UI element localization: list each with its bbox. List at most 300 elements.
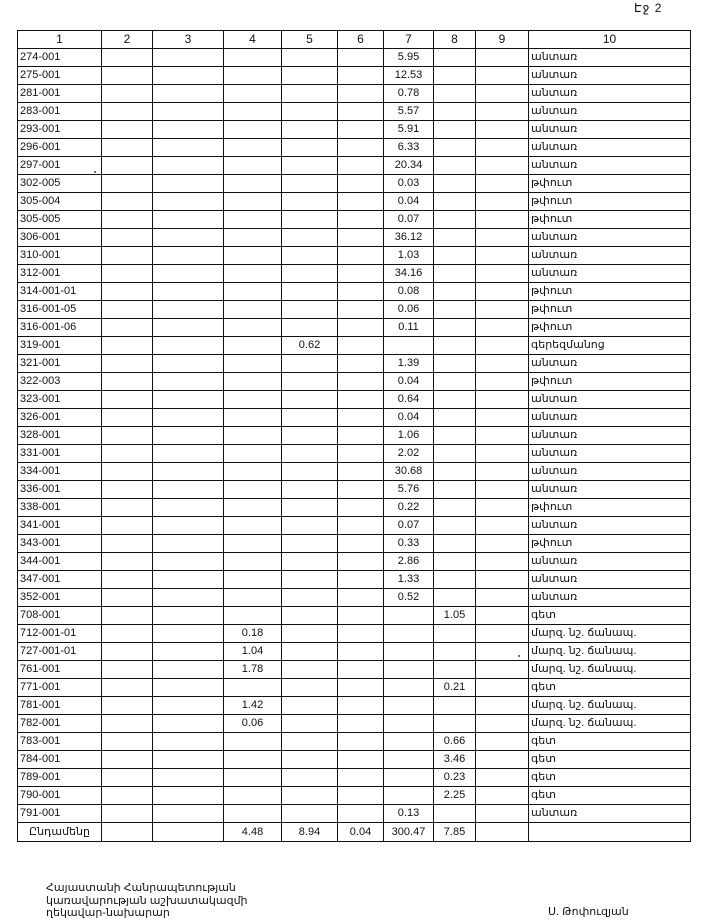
area-cell: [338, 211, 384, 229]
area-cell: [476, 337, 529, 355]
area-cell: [338, 49, 384, 67]
area-cell: [282, 733, 338, 751]
area-cell: [224, 751, 282, 769]
area-cell: [153, 103, 224, 121]
area-cell: [224, 787, 282, 805]
area-cell: [338, 589, 384, 607]
area-cell: [476, 391, 529, 409]
area-cell: [338, 445, 384, 463]
table-row: [18, 535, 691, 553]
column-header: 3: [153, 31, 224, 49]
land-type-cell: թփուտ: [529, 211, 691, 229]
area-cell: [434, 211, 476, 229]
scan-speck: [518, 655, 520, 657]
area-cell: [282, 157, 338, 175]
area-cell: [102, 409, 153, 427]
area-cell: [102, 607, 153, 625]
area-cell: [282, 697, 338, 715]
area-cell: [384, 607, 434, 625]
area-cell: [282, 445, 338, 463]
area-cell: [476, 589, 529, 607]
area-cell: [434, 697, 476, 715]
area-cell: [434, 661, 476, 679]
area-cell: [224, 517, 282, 535]
area-cell: [476, 355, 529, 373]
area-cell: [476, 607, 529, 625]
area-cell: [102, 553, 153, 571]
land-type-cell: անտառ: [529, 391, 691, 409]
land-type-cell: անտառ: [529, 49, 691, 67]
area-cell: [102, 733, 153, 751]
area-cell: [153, 625, 224, 643]
area-cell: [476, 121, 529, 139]
area-cell: [282, 319, 338, 337]
area-cell: [153, 517, 224, 535]
parcel-code-cell: 316-001-05: [18, 301, 102, 319]
area-cell: [224, 211, 282, 229]
parcel-code-cell: 712-001-01: [18, 625, 102, 643]
area-cell: [224, 607, 282, 625]
area-cell: [338, 229, 384, 247]
area-cell: [338, 679, 384, 697]
table-row: [18, 247, 691, 265]
table-row: [18, 175, 691, 193]
parcel-code-cell: 343-001: [18, 535, 102, 553]
signatory-position: [46, 882, 248, 920]
table-row: [18, 409, 691, 427]
table-row: [18, 301, 691, 319]
area-cell: [282, 175, 338, 193]
parcel-code-cell: 790-001: [18, 787, 102, 805]
total-row: [18, 823, 691, 842]
land-type-cell: մարզ. նշ. ճանապ.: [529, 643, 691, 661]
area-cell: [282, 481, 338, 499]
land-type-cell: անտառ: [529, 157, 691, 175]
area-cell: [384, 787, 434, 805]
area-cell: [102, 445, 153, 463]
land-type-cell: անտառ: [529, 409, 691, 427]
area-cell: [224, 103, 282, 121]
area-cell: [476, 769, 529, 787]
area-cell: [338, 481, 384, 499]
area-cell: [434, 445, 476, 463]
land-type-cell: անտառ: [529, 445, 691, 463]
area-cell: [476, 535, 529, 553]
area-cell: [476, 157, 529, 175]
area-cell: [224, 769, 282, 787]
area-cell: [282, 661, 338, 679]
area-cell: [153, 265, 224, 283]
parcel-code-cell: 274-001: [18, 49, 102, 67]
area-cell: [476, 445, 529, 463]
area-cell: [434, 409, 476, 427]
area-cell: 0.64: [384, 391, 434, 409]
table-row: [18, 373, 691, 391]
area-cell: [338, 157, 384, 175]
land-type-cell: թփուտ: [529, 283, 691, 301]
area-cell: 0.62: [282, 337, 338, 355]
table-row: [18, 481, 691, 499]
area-cell: [153, 427, 224, 445]
area-cell: [338, 409, 384, 427]
area-cell: [434, 175, 476, 193]
area-cell: [102, 481, 153, 499]
table-row: [18, 697, 691, 715]
area-cell: [338, 769, 384, 787]
area-cell: [338, 607, 384, 625]
area-cell: [224, 139, 282, 157]
area-cell: 2.86: [384, 553, 434, 571]
area-cell: 6.33: [384, 139, 434, 157]
area-cell: [476, 49, 529, 67]
area-cell: [282, 643, 338, 661]
area-cell: [282, 229, 338, 247]
area-cell: 0.18: [224, 625, 282, 643]
area-cell: [282, 535, 338, 553]
area-cell: [153, 337, 224, 355]
land-register-table: [17, 30, 691, 842]
parcel-code-cell: 781-001: [18, 697, 102, 715]
area-cell: [338, 103, 384, 121]
column-header: 5: [282, 31, 338, 49]
table-header-row: [18, 31, 691, 49]
area-cell: [282, 193, 338, 211]
area-cell: [102, 67, 153, 85]
area-cell: [282, 553, 338, 571]
area-cell: [384, 679, 434, 697]
area-cell: [476, 571, 529, 589]
area-cell: [338, 697, 384, 715]
area-cell: [434, 715, 476, 733]
land-type-cell: անտառ: [529, 121, 691, 139]
area-cell: [338, 121, 384, 139]
area-cell: [224, 337, 282, 355]
area-cell: [102, 229, 153, 247]
table-body: [18, 49, 691, 823]
area-cell: [476, 139, 529, 157]
area-cell: [102, 589, 153, 607]
area-cell: [102, 121, 153, 139]
area-cell: [153, 247, 224, 265]
area-cell: [434, 373, 476, 391]
area-cell: [476, 481, 529, 499]
area-cell: 0.06: [384, 301, 434, 319]
area-cell: [476, 247, 529, 265]
table-row: [18, 499, 691, 517]
area-cell: [282, 427, 338, 445]
area-cell: [102, 391, 153, 409]
parcel-code-cell: 334-001: [18, 463, 102, 481]
table-row: [18, 139, 691, 157]
area-cell: 3.46: [434, 751, 476, 769]
area-cell: 0.04: [384, 409, 434, 427]
area-cell: 0.07: [384, 517, 434, 535]
table-row: [18, 553, 691, 571]
land-type-cell: անտառ: [529, 103, 691, 121]
area-cell: [224, 193, 282, 211]
area-cell: [102, 499, 153, 517]
parcel-code-cell: 352-001: [18, 589, 102, 607]
area-cell: [476, 805, 529, 823]
area-cell: [153, 193, 224, 211]
area-cell: 0.04: [384, 373, 434, 391]
area-cell: [153, 355, 224, 373]
land-type-cell: մարզ. նշ. ճանապ.: [529, 697, 691, 715]
area-cell: [434, 337, 476, 355]
area-cell: [338, 337, 384, 355]
area-cell: [282, 139, 338, 157]
area-cell: [434, 355, 476, 373]
area-cell: [282, 103, 338, 121]
area-cell: [434, 103, 476, 121]
table-row: [18, 733, 691, 751]
table-row: [18, 427, 691, 445]
area-cell: [153, 733, 224, 751]
area-cell: [224, 805, 282, 823]
area-cell: [224, 373, 282, 391]
land-type-cell: գետ: [529, 787, 691, 805]
org-line: Հայաստանի Հանրապետության: [46, 882, 236, 894]
area-cell: 0.06: [224, 715, 282, 733]
land-type-cell: անտառ: [529, 265, 691, 283]
area-cell: [224, 733, 282, 751]
area-cell: [338, 643, 384, 661]
area-cell: [102, 139, 153, 157]
page-number: Էջ 2: [634, 1, 663, 15]
area-cell: 30.68: [384, 463, 434, 481]
org-line: կառավարության աշխատակազմի: [46, 894, 248, 907]
area-cell: [338, 517, 384, 535]
total-cell: 300.47: [384, 823, 434, 842]
parcel-code-cell: 305-005: [18, 211, 102, 229]
total-cell: [529, 823, 691, 842]
area-cell: [102, 301, 153, 319]
parcel-code-cell: 784-001: [18, 751, 102, 769]
area-cell: [153, 283, 224, 301]
area-cell: [384, 715, 434, 733]
area-cell: [153, 481, 224, 499]
area-cell: [282, 769, 338, 787]
area-cell: [153, 751, 224, 769]
parcel-code-cell: 708-001: [18, 607, 102, 625]
area-cell: [282, 571, 338, 589]
land-type-cell: գետ: [529, 769, 691, 787]
area-cell: [434, 643, 476, 661]
table-row: [18, 67, 691, 85]
area-cell: [153, 391, 224, 409]
land-type-cell: գերեզմանոց: [529, 337, 691, 355]
area-cell: [282, 787, 338, 805]
area-cell: [153, 661, 224, 679]
parcel-code-cell: 319-001: [18, 337, 102, 355]
land-type-cell: գետ: [529, 733, 691, 751]
area-cell: 2.02: [384, 445, 434, 463]
area-cell: 0.78: [384, 85, 434, 103]
area-cell: [224, 535, 282, 553]
area-cell: [476, 301, 529, 319]
area-cell: 0.04: [384, 193, 434, 211]
area-cell: [153, 229, 224, 247]
area-cell: [153, 157, 224, 175]
area-cell: [434, 193, 476, 211]
table-row: [18, 589, 691, 607]
area-cell: [434, 301, 476, 319]
area-cell: [476, 751, 529, 769]
area-cell: 1.05: [434, 607, 476, 625]
area-cell: [476, 193, 529, 211]
land-type-cell: գետ: [529, 679, 691, 697]
table-row: [18, 787, 691, 805]
column-header: 7: [384, 31, 434, 49]
parcel-code-cell: 761-001: [18, 661, 102, 679]
area-cell: [476, 787, 529, 805]
area-cell: [338, 571, 384, 589]
area-cell: [384, 625, 434, 643]
area-cell: [153, 607, 224, 625]
area-cell: [102, 157, 153, 175]
parcel-code-cell: 283-001: [18, 103, 102, 121]
area-cell: [153, 139, 224, 157]
area-cell: [384, 643, 434, 661]
area-cell: [102, 355, 153, 373]
area-cell: [434, 85, 476, 103]
land-type-cell: մարզ. նշ. ճանապ.: [529, 661, 691, 679]
area-cell: [434, 157, 476, 175]
signatory-name: Ս. Թոփուզյան: [548, 906, 629, 918]
area-cell: [102, 643, 153, 661]
area-cell: [224, 463, 282, 481]
area-cell: [384, 697, 434, 715]
land-type-cell: գետ: [529, 751, 691, 769]
area-cell: [224, 481, 282, 499]
area-cell: [434, 535, 476, 553]
land-type-cell: մարզ. նշ. ճանապ.: [529, 715, 691, 733]
parcel-code-cell: 341-001: [18, 517, 102, 535]
area-cell: 5.57: [384, 103, 434, 121]
area-cell: [102, 427, 153, 445]
parcel-code-cell: 771-001: [18, 679, 102, 697]
area-cell: [434, 319, 476, 337]
area-cell: [434, 571, 476, 589]
area-cell: [102, 679, 153, 697]
area-cell: [476, 427, 529, 445]
column-header: 9: [476, 31, 529, 49]
area-cell: [338, 751, 384, 769]
area-cell: [153, 49, 224, 67]
land-type-cell: անտառ: [529, 355, 691, 373]
land-type-cell: անտառ: [529, 85, 691, 103]
area-cell: 0.08: [384, 283, 434, 301]
total-cell: 8.94: [282, 823, 338, 842]
area-cell: [434, 139, 476, 157]
area-cell: [434, 499, 476, 517]
area-cell: [338, 535, 384, 553]
table-row: [18, 607, 691, 625]
land-type-cell: թփուտ: [529, 175, 691, 193]
parcel-code-cell: 297-001: [18, 157, 102, 175]
land-type-cell: անտառ: [529, 481, 691, 499]
parcel-code-cell: 314-001-01: [18, 283, 102, 301]
table-row: [18, 337, 691, 355]
area-cell: 1.78: [224, 661, 282, 679]
area-cell: [102, 85, 153, 103]
area-cell: [434, 229, 476, 247]
total-cell: 0.04: [338, 823, 384, 842]
area-cell: [282, 49, 338, 67]
parcel-code-cell: 789-001: [18, 769, 102, 787]
table-row: [18, 643, 691, 661]
land-type-cell: գետ: [529, 607, 691, 625]
area-cell: [476, 409, 529, 427]
area-cell: [282, 409, 338, 427]
area-cell: [153, 697, 224, 715]
parcel-code-cell: 306-001: [18, 229, 102, 247]
area-cell: [338, 733, 384, 751]
parcel-code-cell: 275-001: [18, 67, 102, 85]
table-row: [18, 283, 691, 301]
area-cell: 5.91: [384, 121, 434, 139]
area-cell: [434, 517, 476, 535]
area-cell: [338, 427, 384, 445]
land-type-cell: անտառ: [529, 67, 691, 85]
area-cell: [102, 625, 153, 643]
scan-speck: [94, 171, 96, 173]
area-cell: [476, 463, 529, 481]
area-cell: [224, 247, 282, 265]
area-cell: [476, 175, 529, 193]
area-cell: [338, 193, 384, 211]
parcel-code-cell: 331-001: [18, 445, 102, 463]
area-cell: 1.04: [224, 643, 282, 661]
area-cell: [434, 283, 476, 301]
area-cell: [224, 679, 282, 697]
area-cell: [282, 607, 338, 625]
area-cell: [153, 571, 224, 589]
area-cell: [476, 67, 529, 85]
table-row: [18, 517, 691, 535]
area-cell: [153, 85, 224, 103]
area-cell: 36.12: [384, 229, 434, 247]
land-type-cell: մարզ. նշ. ճանապ.: [529, 625, 691, 643]
table-row: [18, 121, 691, 139]
parcel-code-cell: 328-001: [18, 427, 102, 445]
area-cell: [282, 67, 338, 85]
land-type-cell: անտառ: [529, 463, 691, 481]
area-cell: [384, 661, 434, 679]
area-cell: [282, 391, 338, 409]
area-cell: [282, 589, 338, 607]
area-cell: [282, 751, 338, 769]
area-cell: [153, 373, 224, 391]
area-cell: [338, 319, 384, 337]
area-cell: [434, 67, 476, 85]
area-cell: [224, 175, 282, 193]
land-type-cell: թփուտ: [529, 319, 691, 337]
area-cell: 0.66: [434, 733, 476, 751]
parcel-code-cell: 782-001: [18, 715, 102, 733]
area-cell: [434, 121, 476, 139]
area-cell: [476, 103, 529, 121]
land-type-cell: անտառ: [529, 805, 691, 823]
area-cell: [153, 409, 224, 427]
total-cell: [153, 823, 224, 842]
area-cell: [102, 319, 153, 337]
area-cell: [102, 697, 153, 715]
area-cell: [224, 49, 282, 67]
area-cell: 0.21: [434, 679, 476, 697]
area-cell: [338, 787, 384, 805]
area-cell: [282, 85, 338, 103]
